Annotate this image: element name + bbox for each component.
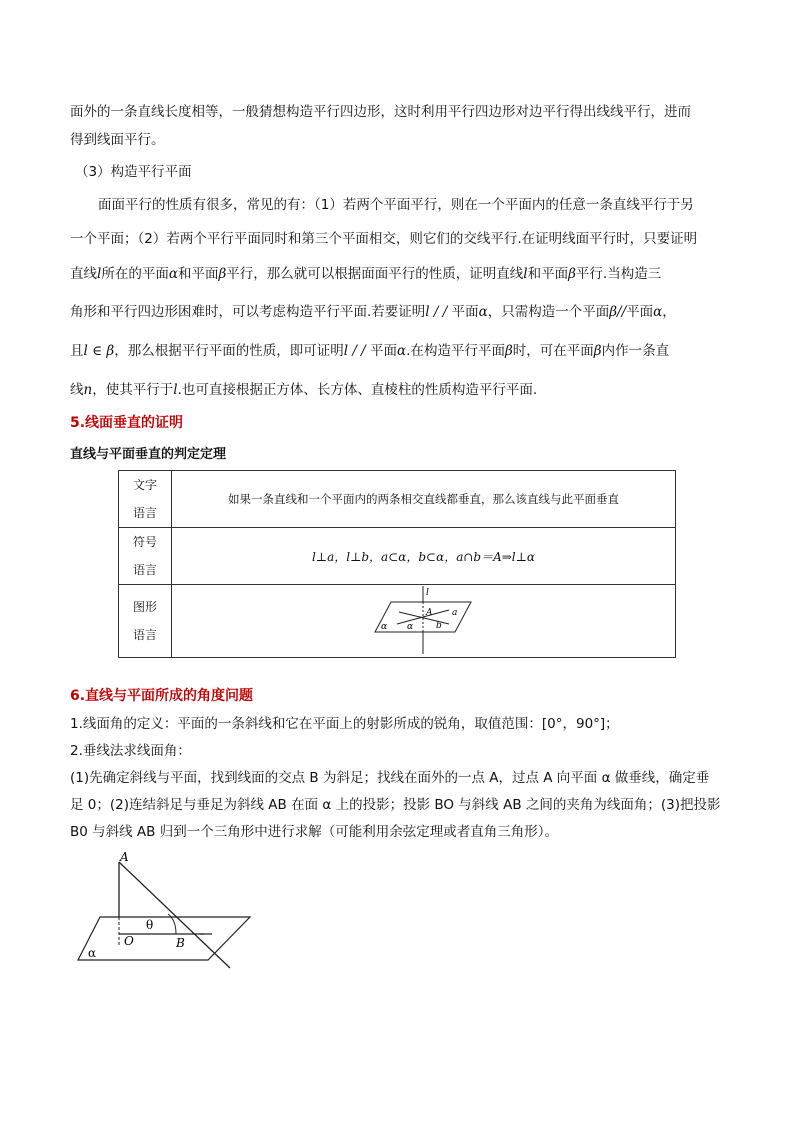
label-b: b — [435, 621, 442, 631]
label-A: A — [425, 608, 432, 618]
section-6-para-3: (1)先确定斜线与平面，找到线面的交点 B 为斜足；找线在面外的一点 A，过点 A 向平面 α 做垂线，确定垂 — [70, 770, 710, 786]
table-text-content: 如果一条直线和一个平面内的两条相交直线都垂直，那么该直线与此平面垂直 — [172, 471, 676, 528]
section-5-title: 5.线面垂直的证明 — [70, 415, 184, 431]
table-figure-cell — [172, 585, 676, 658]
section-5-subtitle: 直线与平面垂直的判定定理 — [70, 447, 227, 462]
label-alpha: α — [88, 946, 97, 960]
label-l: l — [425, 588, 429, 598]
section-3-title: （3）构造平行平面 — [75, 164, 192, 180]
line-plane-angle-figure — [72, 850, 257, 975]
table-label-figure: 图形 语言 — [119, 585, 172, 658]
table-label-symbol: 符号 语言 — [119, 528, 172, 585]
section-6-para-4: 足 0；(2)连结斜足与垂足为斜线 AB 在面 α 上的投影；投影 BO 与斜线 AB 之间的夹角为线面角；(3)把投影 — [70, 797, 721, 813]
section-6-para-1: 1.线面角的定义：平面的一条斜线和它在平面上的射影所成的锐角，取值范围：[0°，90°]； — [70, 716, 619, 732]
section-3-line-3: 直线l所在的平面α和平面β平行，那么就可以根据面面平行的性质，证明直线l和平面β平行.当构造三 — [70, 266, 662, 282]
label-O: O — [124, 934, 134, 948]
perpendicular-figure — [369, 586, 479, 656]
section-6-title: 6.直线与平面所成的角度问题 — [70, 688, 254, 704]
table-label-text: 文字 语言 — [119, 471, 172, 528]
section-3-line-1: 面面平行的性质有很多，常见的有：（1）若两个平面平行，则在一个平面内的任意一条直线平行于另 — [98, 197, 694, 213]
table-row-text — [119, 471, 676, 528]
table-row-figure — [119, 585, 676, 658]
section-3-line-2: 一个平面；（2）若两个平行平面同时和第三个平面相交，则它们的交线平行.在证明线面平行时，只要证明 — [70, 231, 698, 247]
section-3-line-6: 线n，使其平行于l.也可直接根据正方体、长方体、直棱柱的性质构造平行平面. — [70, 382, 538, 398]
section-3-line-4: 角形和平行四边形困难时，可以考虑构造平行平面.若要证明l / / 平面α，只需构造一个平面β//平面α， — [70, 304, 676, 320]
plane-alpha — [78, 917, 250, 960]
intro-line-2: 得到线面平行。 — [70, 132, 165, 148]
section-6-para-2: 2.垂线法求线面角： — [70, 743, 191, 759]
slant-line-AB — [119, 862, 230, 968]
label-A: A — [120, 850, 129, 864]
label-theta: θ — [146, 918, 154, 932]
intro-line-1: 面外的一条直线长度相等，一般猜想构造平行四边形，这时利用平行四边形对边平行得出线线平行，进而 — [70, 104, 691, 120]
section-6-para-5: B0 与斜线 AB 归到一个三角形中进行求解（可能利用余弦定理或者直角三角形）。 — [70, 824, 558, 840]
table-symbol-content: l⊥a，l⊥b，a⊂α，b⊂α，a∩b＝A⇒l⊥α — [172, 528, 676, 585]
label-B: B — [176, 936, 185, 950]
table-row-symbol — [119, 528, 676, 585]
theorem-table — [118, 470, 676, 658]
section-3-line-5: 且l ∈ β，那么根据平行平面的性质，即可证明l / / 平面α.在构造平行平面β时，可在平面β内作一条直 — [70, 343, 670, 359]
label-alpha-left: α — [380, 622, 387, 632]
label-alpha-mid: α — [406, 622, 413, 632]
label-a: a — [451, 608, 457, 618]
